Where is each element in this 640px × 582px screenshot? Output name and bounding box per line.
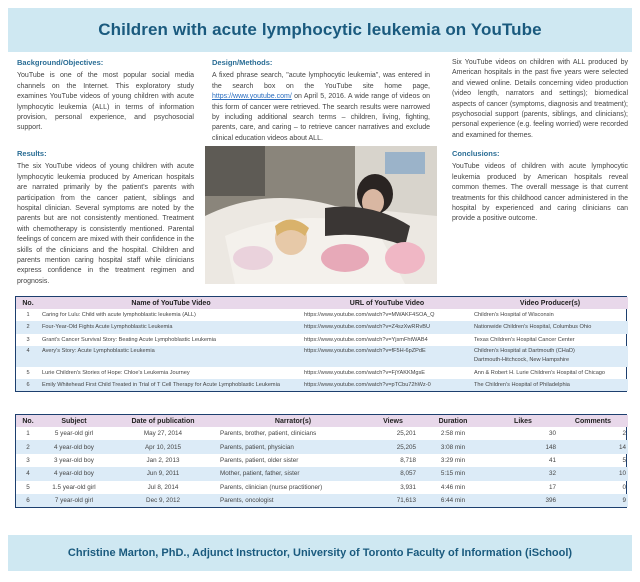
table-row [16, 494, 628, 507]
views: 8,057 [368, 467, 418, 480]
row-no: 3 [26, 456, 30, 464]
row-no: 6 [16, 494, 40, 507]
table-row [16, 440, 628, 453]
video-producer: Children's Hospital of Wisconsin [474, 312, 554, 319]
videos-table [15, 296, 627, 392]
views: 25,205 [368, 440, 418, 453]
row-no: 4 [16, 467, 40, 480]
row-no: 2 [16, 321, 40, 333]
likes: 148 [488, 440, 558, 453]
header-views: Views [368, 415, 418, 427]
comments: 2 [622, 430, 626, 438]
comments: 0 [622, 483, 626, 491]
conclusions-text: YouTube videos of children with acute lymphocytic leukemia produced by American hospitals reveal common themes. The overall message is that current treatments for this childhood cancer administered in the hospital by experienced and caring clinicians can provide a positive outcome. [452, 163, 628, 223]
likes: 17 [548, 483, 556, 491]
comments: 10 [558, 467, 628, 480]
results-section [17, 149, 194, 287]
subject: 1.5 year-old girl [52, 483, 96, 491]
design-heading: Design/Methods: [212, 58, 273, 67]
table-row [16, 481, 628, 494]
row-no: 5 [26, 370, 30, 377]
author-credit: Christine Marton, PhD., Adjunct Instructor, University of Toronto Faculty of Information (iSchool) [67, 547, 573, 559]
header-subject: Subject [40, 415, 108, 427]
subject: 3 year-old boy [54, 456, 94, 464]
likes: 396 [488, 494, 558, 507]
table-row [16, 321, 628, 333]
duration: 4:46 min [440, 483, 466, 491]
table-row [16, 309, 628, 321]
comments: 9 [558, 494, 628, 507]
table-row [16, 454, 628, 467]
video-stats-table [15, 414, 627, 508]
results-text: The six YouTube videos of young children with acute lymphocytic leukemia produced by American hospitals are narrated primarily by the patient's parents with participation from the cancer patient, siblings and hospital clinician. Several symptoms are noted by the parents but are not consistently mentioned. Treatment with chemotherapy is consistently mentioned. Parental feelings of concern are mixed with their confidence in the skills of the clinicians and the hospital. Children and parents mention caring hospital staff while clinicians express confidence in the treatment regimen and prognosis. [17, 163, 194, 285]
video-producer [472, 346, 628, 367]
subject: 4 year-old boy [40, 467, 108, 480]
publication-date: Apr 10, 2015 [108, 440, 218, 453]
design-text-before: A fixed phrase search, "acute lymphocytic leukemia", was entered in the search box on the YouTube site home page, [212, 72, 430, 90]
background-section [17, 58, 194, 134]
comments: 14 [558, 440, 628, 453]
video-url[interactable]: https://www.youtube.com/watch?v=fF5H-6pZPdE [302, 346, 472, 367]
duration: 5:15 min [418, 467, 488, 480]
table-row [16, 427, 628, 440]
narrators: Parents, brother, patient, clinicians [220, 430, 317, 438]
design-section [212, 58, 430, 144]
header-video-name: Name of YouTube Video [40, 297, 302, 309]
likes: 30 [548, 430, 556, 438]
header-date: Date of publication [108, 415, 218, 427]
views: 71,613 [368, 494, 418, 507]
photo-illustration [205, 146, 437, 284]
narrators: Mother, patient, father, sister [218, 467, 368, 480]
right-intro-text: Six YouTube videos on children with ALL produced by American hospitals in the past five years were selected and viewed online. Details concerning video production (video length, narrators and settings); biomedical aspects of cancer (symptoms, diagnosis and treatment); psychosocial support (parents, siblings, and clinicians); personal experience (e.g. feeling worried) were recorded and examined for themes. [452, 59, 628, 139]
video-name: Four-Year-Old Fights Acute Lymphoblastic Leukemia [40, 321, 302, 333]
video-producer: The Children's Hospital of Philadelphia [472, 379, 628, 391]
header-no: No. [16, 415, 40, 427]
hospital-photo [205, 146, 437, 284]
poster-title: Children with acute lymphocytic leukemia on YouTube [98, 20, 542, 39]
narrators: Parents, oncologist [218, 494, 368, 507]
publication-date: Jan 2, 2013 [146, 456, 180, 464]
video-name: Emily Whitehead First Child Treated in Trial of T Cell Therapy for Acute Lymphoblastic Leukemia [40, 379, 302, 391]
row-no: 1 [26, 312, 30, 319]
results-heading: Results: [17, 149, 47, 158]
comments: 5 [622, 456, 626, 464]
header-no: No. [16, 297, 40, 309]
producer-line-2: Dartmouth-Hitchcock, New Hampshire [474, 357, 570, 364]
footer-banner [8, 535, 632, 571]
design-text-after: on April 5, 2016. A wide range of videos on this form of cancer were retrieved. The search results were narrowed by including additional search terms – children, living, fighting, parents, care, and caring – to retrieve cancer narratives and exclude clinical education videos about ALL. [212, 93, 430, 142]
video-producer: Ann & Robert H. Lurie Children's Hospital of Chicago [474, 370, 606, 377]
header-duration: Duration [418, 415, 488, 427]
video-producer: Nationwide Children's Hospital, Columbus Ohio [472, 321, 628, 333]
subject: 4 year-old boy [40, 440, 108, 453]
video-name: Lurie Children's Stories of Hope: Chloe's Leukemia Journey [42, 370, 190, 377]
header-likes: Likes [488, 415, 558, 427]
video-url[interactable]: https://www.youtube.com/watch?v=Z4szXwRRvBU [302, 321, 472, 333]
producer-line-1: Children's Hospital at Dartmouth (CHaD) [474, 347, 575, 354]
header-video-url: URL of YouTube Video [302, 297, 472, 309]
stats-table-header [16, 415, 628, 427]
header-narrators: Narrator(s) [218, 415, 368, 427]
likes: 41 [548, 456, 556, 464]
views: 25,201 [396, 430, 416, 438]
conclusions-section [452, 149, 628, 225]
youtube-link[interactable]: https://www.youtube.com/ [212, 93, 292, 101]
publication-date: Jul 8, 2014 [147, 483, 179, 491]
row-no: 3 [26, 336, 30, 343]
row-no: 1 [26, 430, 30, 438]
header-producer: Video Producer(s) [472, 297, 628, 309]
background-heading: Background/Objectives: [17, 58, 104, 67]
subject: 7 year-old girl [40, 494, 108, 507]
views: 3,931 [400, 483, 416, 491]
duration: 2:58 min [440, 430, 466, 438]
video-name: Caring for Lulu: Child with acute lymphoblastic leukemia (ALL) [42, 312, 196, 319]
table-row [16, 334, 628, 346]
background-text: YouTube is one of the most popular social media channels on the Internet. This exploratory study examines YouTube videos of young children with acute lymphocytic leukemia (ALL) in terms of information provision, personal experience, and psychosocial support. [17, 72, 194, 132]
video-url[interactable]: https://www.youtube.com/watch?v=pTCbu72hWz-0 [302, 379, 472, 391]
title-banner [8, 8, 632, 52]
right-intro-section [452, 58, 628, 141]
design-text [212, 71, 430, 144]
duration: 3:08 min [418, 440, 488, 453]
row-no: 4 [16, 346, 40, 367]
narrators: Parents, patient, older sister [220, 456, 299, 464]
conclusions-heading: Conclusions: [452, 149, 500, 158]
table-row [16, 379, 628, 391]
publication-date: Dec 9, 2012 [108, 494, 218, 507]
table-row [16, 467, 628, 480]
likes: 32 [488, 467, 558, 480]
row-no: 5 [26, 483, 30, 491]
duration: 3:29 min [440, 456, 466, 464]
video-url[interactable]: https://www.youtube.com/watch?v=YjsmFhtWAB4 [304, 336, 428, 343]
narrators: Parents, patient, physician [218, 440, 368, 453]
duration: 6:44 min [418, 494, 488, 507]
header-comments: Comments [558, 415, 628, 427]
videos-table-header [16, 297, 628, 309]
publication-date: May 27, 2014 [143, 430, 183, 438]
video-producer: Texas Children's Hospital Cancer Center [474, 336, 575, 343]
row-no: 6 [16, 379, 40, 391]
video-name: Avery's Story: Acute Lymphoblastic Leukemia [40, 346, 302, 367]
video-url[interactable]: https://www.youtube.com/watch?v=MWAKF4SOA_Q [304, 312, 435, 319]
publication-date: Jun 9, 2011 [108, 467, 218, 480]
row-no: 2 [16, 440, 40, 453]
subject: 5 year-old girl [54, 430, 94, 438]
views: 8,718 [400, 456, 416, 464]
table-row [16, 367, 628, 379]
table-row [16, 346, 628, 367]
video-url[interactable]: https://www.youtube.com/watch?v=FjYAKKMgsE [304, 370, 425, 377]
video-name: Grant's Cancer Survival Story: Beating Acute Lymphoblastic Leukemia [42, 336, 217, 343]
narrators: Parents, clinician (nurse practitioner) [220, 483, 323, 491]
